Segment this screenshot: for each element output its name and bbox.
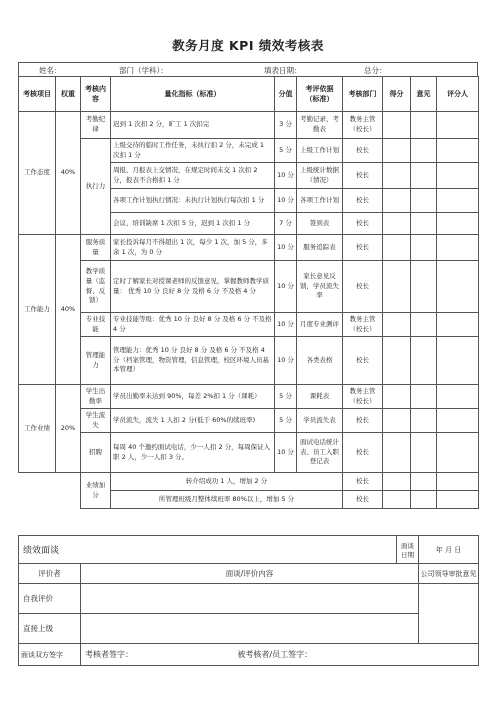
signature-label: 面谈双方签字 — [19, 644, 81, 666]
rater-input[interactable] — [437, 409, 479, 433]
opinion-input[interactable] — [411, 491, 437, 509]
content-cell: 教学质量（监督、反馈） — [81, 261, 111, 313]
opinion-input[interactable] — [411, 313, 437, 337]
table-row — [19, 337, 479, 385]
opinion-input[interactable] — [411, 473, 437, 491]
basis-cell: 服务追踪表 — [297, 235, 343, 261]
basis-cell: 各类表格 — [297, 337, 343, 385]
score-input[interactable] — [383, 385, 411, 409]
basis-cell: 面试电话统计表、员工入职登记表 — [297, 433, 343, 473]
opinion-input[interactable] — [411, 112, 437, 139]
rater-input[interactable] — [437, 112, 479, 139]
metric-cell: 会议、培训缺席 1 次扣 5 分，迟到 1 次扣 1 分 — [111, 213, 275, 235]
basis-cell: 上级工作计划 — [297, 139, 343, 163]
score-cell: 10 分 — [275, 189, 297, 213]
rater-input[interactable] — [437, 313, 479, 337]
col-header: 得分 — [383, 77, 411, 112]
basis-cell: 各项工作计划 — [297, 189, 343, 213]
col-header: 考核项目 — [19, 77, 56, 112]
content-header: 面谈/评价内容 — [81, 564, 419, 584]
metric-cell: 管理能力：优秀 10 分 良好 8 分 及格 6 分 不及格 4 分（档案管理，物资管理，信息管理，校区环境人员基本管理） — [111, 337, 275, 385]
metric-cell: 迟到 1 次扣 2 分，旷工 1 次扣完 — [111, 112, 275, 139]
score-input[interactable] — [383, 491, 411, 509]
section-weight: 40% — [56, 112, 81, 235]
self-review-label: 自我评价 — [19, 584, 81, 614]
basis-cell: 签到表 — [297, 213, 343, 235]
dept-cell: 教务主管（校长） — [343, 385, 383, 409]
rater-input[interactable] — [437, 337, 479, 385]
basis-cell: 月度专业测评 — [297, 313, 343, 337]
score-cell: 5 分 — [275, 139, 297, 163]
opinion-input[interactable] — [411, 433, 437, 473]
col-header: 分值 — [275, 77, 297, 112]
rater-input[interactable] — [437, 433, 479, 473]
dept-cell: 校长 — [343, 163, 383, 189]
rater-input[interactable] — [437, 491, 479, 509]
dept-cell: 教务主管（校长） — [343, 313, 383, 337]
score-cell: 5 分 — [275, 385, 297, 409]
metric-cell: 定时了解家长对授课老师的反馈意见，掌握教师教学质量： 优秀 10 分 良好 8 分 及格 6 分 不及格 4 分 — [111, 261, 275, 313]
score-cell: 3 分 — [275, 112, 297, 139]
content-cell: 学生流失 — [81, 409, 111, 433]
table-row — [19, 473, 479, 491]
rater-input[interactable] — [437, 213, 479, 235]
dept-cell: 校长 — [343, 139, 383, 163]
metric-cell: 学员流失，流失 1 人扣 2 分(低于 60%的续班率) — [111, 409, 275, 433]
opinion-input[interactable] — [411, 409, 437, 433]
dept-cell: 校长 — [343, 213, 383, 235]
dept-cell: 校长 — [343, 337, 383, 385]
opinion-input[interactable] — [411, 261, 437, 313]
dept-cell: 校长 — [343, 409, 383, 433]
reviewer-header: 评价者 — [19, 564, 81, 584]
table-row — [19, 433, 479, 473]
basis-cell: 课耗表 — [297, 385, 343, 409]
col-header: 考核部门 — [343, 77, 383, 112]
metric-cell: 家长投诉每月不得超出 1 次，每少 1 次，加 5 分，多余 1 次，为 0 分 — [111, 235, 275, 261]
table-row — [19, 409, 479, 433]
dept-cell: 校长 — [343, 235, 383, 261]
content-cell: 服务质量 — [81, 235, 111, 261]
fill-date-label: 填表日期： — [264, 66, 302, 75]
metric-cell: 学员出勤率未达到 90%，每差 2%扣 1 分（课耗） — [111, 385, 275, 409]
signature-row — [19, 644, 479, 666]
basis-cell: 考勤记录、考勤表 — [297, 112, 343, 139]
score-cell: 5 分 — [275, 409, 297, 433]
name-label: 姓名： — [39, 66, 62, 75]
opinion-input[interactable] — [411, 213, 437, 235]
metric-cell: 周报、月报表上交情况，在规定时间未交 1 次扣 2 分，报表不合格扣 1 分 — [111, 163, 275, 189]
metric-cell: 各项工作计划执行情况：未执行计划执行每次扣 1 分 — [111, 189, 275, 213]
table-row — [19, 385, 479, 409]
col-header: 量化指标（标准） — [111, 77, 275, 112]
score-input[interactable] — [383, 189, 411, 213]
metric-cell: 所管理班级月整体续班率 80%以上，增加 5 分 — [111, 491, 343, 509]
date-field[interactable]: 年 月 日 — [419, 536, 479, 564]
basis-cell: 学员流失表 — [297, 409, 343, 433]
info-header — [18, 62, 478, 76]
score-input[interactable] — [383, 409, 411, 433]
score-cell: 7 分 — [275, 213, 297, 235]
score-input[interactable] — [383, 433, 411, 473]
leader-header: 公司领导审批意见 — [419, 564, 479, 584]
total-label: 总分： — [364, 66, 387, 75]
metric-cell: 转介绍成功 1 人，增加 2 分 — [111, 473, 343, 491]
examiner-sign-label: 考核者签字： — [85, 650, 133, 659]
rater-input[interactable] — [437, 163, 479, 189]
score-cell: 10 分 — [275, 261, 297, 313]
review-table — [18, 535, 479, 666]
section-name: 工作态度 — [19, 112, 56, 235]
content-cell: 专业技能 — [81, 313, 111, 337]
content-cell: 招聘 — [81, 433, 111, 473]
table-header-row — [19, 77, 479, 112]
section-weight: 40% — [56, 235, 81, 385]
supervisor-review-row — [19, 614, 479, 644]
metric-cell: 每周 40 个邀约面试电话，少一人扣 2 分，每周保证入职 2 人，少一人扣 3 分。 — [111, 433, 275, 473]
score-input[interactable] — [383, 112, 411, 139]
dept-cell: 校长 — [343, 491, 383, 509]
content-cell: 业绩加分 — [81, 473, 111, 509]
self-review-input[interactable] — [81, 584, 419, 614]
table-row — [19, 112, 479, 139]
dept-cell: 校长 — [343, 261, 383, 313]
dept-cell: 校长 — [343, 473, 383, 491]
self-review-row — [19, 584, 479, 614]
basis-cell: 上级统计数据（情况） — [297, 163, 343, 189]
rater-input[interactable] — [437, 139, 479, 163]
section-weight: 20% — [56, 385, 81, 473]
score-input[interactable] — [383, 213, 411, 235]
score-input[interactable] — [383, 235, 411, 261]
col-header: 意见 — [411, 77, 437, 112]
rater-input[interactable] — [437, 261, 479, 313]
content-cell: 执行力 — [81, 139, 111, 235]
opinion-input[interactable] — [411, 337, 437, 385]
rater-input[interactable] — [437, 385, 479, 409]
table-row — [19, 261, 479, 313]
section-name: 工作能力 — [19, 235, 56, 385]
leader-opinion-input[interactable] — [419, 584, 479, 644]
basis-cell: 家长意见反馈，学员流失率 — [297, 261, 343, 313]
col-header: 考评依据（标准） — [297, 77, 343, 112]
score-cell: 10 分 — [275, 313, 297, 337]
supervisor-review-label: 直接上级 — [19, 614, 81, 644]
table-row — [19, 235, 479, 261]
kpi-table — [18, 76, 479, 509]
supervisor-review-input[interactable] — [81, 614, 419, 644]
dept-label: 部门（学科）： — [119, 66, 168, 75]
score-cell: 10 分 — [275, 433, 297, 473]
score-cell: 10 分 — [275, 235, 297, 261]
section-name: 工作业绩 — [19, 385, 56, 473]
metric-cell: 专业技能等级：优秀 10 分 良好 8 分 及格 6 分 不及格 4 分 — [111, 313, 275, 337]
rater-input[interactable] — [437, 189, 479, 213]
opinion-input[interactable] — [411, 235, 437, 261]
signature-area[interactable] — [81, 644, 479, 666]
interview-row — [19, 536, 479, 564]
rater-input[interactable] — [437, 473, 479, 491]
interview-date-label: 面谈日期 — [397, 536, 419, 564]
dept-cell: 校长 — [343, 189, 383, 213]
content-cell: 学生出勤率 — [81, 385, 111, 409]
opinion-input[interactable] — [411, 139, 437, 163]
opinion-input[interactable] — [411, 385, 437, 409]
page-title: 教务月度 KPI 绩效考核表 — [172, 38, 324, 53]
rater-input[interactable] — [437, 235, 479, 261]
col-header: 权重 — [56, 77, 81, 112]
interview-label: 绩效面谈 — [19, 536, 397, 564]
metric-cell: 上级交待的临时工作任务，未执行扣 2 分，未完成 1 次扣 1 分 — [111, 139, 275, 163]
content-cell: 考勤纪律 — [81, 112, 111, 139]
opinion-input[interactable] — [411, 189, 437, 213]
score-input[interactable] — [383, 163, 411, 189]
examinee-sign-label: 被考核者/员工签字： — [237, 650, 313, 659]
col-header: 评分人 — [437, 77, 479, 112]
dept-cell: 校长 — [343, 433, 383, 473]
score-input[interactable] — [383, 261, 411, 313]
opinion-input[interactable] — [411, 163, 437, 189]
review-header-row — [19, 564, 479, 584]
content-cell: 管理能力 — [81, 337, 111, 385]
score-cell: 10 分 — [275, 163, 297, 189]
col-header: 考核内容 — [81, 77, 111, 112]
score-cell: 10 分 — [275, 337, 297, 385]
table-row — [19, 139, 479, 163]
score-input[interactable] — [383, 473, 411, 491]
score-input[interactable] — [383, 313, 411, 337]
score-input[interactable] — [383, 139, 411, 163]
score-input[interactable] — [383, 337, 411, 385]
dept-cell: 教务主管（校长） — [343, 112, 383, 139]
table-row — [19, 313, 479, 337]
